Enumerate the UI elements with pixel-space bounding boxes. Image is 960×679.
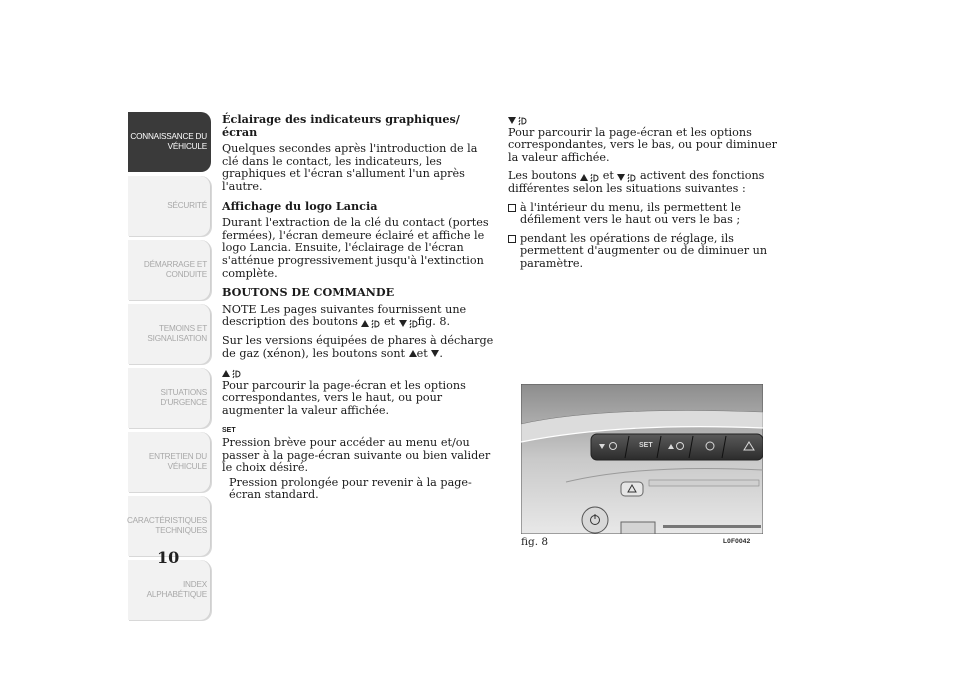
left-column (222, 113, 494, 508)
tab-entretien-du-vehicule[interactable]: ENTRETIEN DU VÉHICULE (128, 432, 211, 492)
checkbox-bullet-icon (508, 204, 516, 212)
up-light-icon (361, 319, 380, 329)
paragraph-down-button: Pour parcourir la page-écran et les options correspondantes, vers le bas, ou pour diminuer la valeur affichée. (508, 125, 778, 164)
set-button-symbol (222, 423, 494, 436)
tab-connaissance-du-vehicule[interactable]: CONNAISSANCE DU VÉHICULE (128, 112, 211, 172)
heading-eclairage: Éclairage des indicateurs graphiques/écran (222, 112, 460, 139)
page-number: 10 (157, 548, 180, 567)
paragraph-note: NOTE Les pages suivantes fournissent une description des boutons et fig. 8. (222, 302, 467, 329)
heading-boutons: BOUTONS DE COMMANDE (222, 285, 395, 300)
paragraph-logo: Durant l'extraction de la clé du contact (portes fermées), l'écran demeure éclairé et affiche le logo Lancia. Ensuite, l'éclairage de l'écran s'atténue progressivement jusqu'à l'extinction complète. (222, 216, 489, 280)
paragraph-eclairage: Quelques secondes après l'introduction de la clé dans le contact, les indicateurs, les graphiques et l'écran s'allument l'un après l'autre. (222, 142, 478, 193)
down-light-icon (508, 116, 527, 126)
paragraph-xenon: Sur les versions équipées de phares à décharge de gaz (xénon), les boutons sont et . (222, 333, 494, 360)
paragraph-buttons: Les boutons et activent des fonctions différentes selon les situations suivantes : (508, 169, 765, 195)
heading-logo: Affichage du logo Lancia (222, 198, 378, 213)
up-triangle-icon (409, 350, 417, 357)
set-icon: SET (222, 427, 236, 435)
figure-caption: fig. 8 (521, 536, 549, 548)
list-item: pendant les opérations de réglage, ils permettent d'augmenter ou de diminuer un paramètre. (508, 233, 778, 271)
down-light-icon (399, 319, 418, 329)
tab-demarrage-et-conduite[interactable]: DÉMARRAGE ET CONDUITE (128, 240, 211, 300)
paragraph-up-button: Pour parcourir la page-écran et les options correspondantes, vers le haut, ou pour augmenter la valeur affichée. (222, 378, 466, 417)
figure-set-label: SET (639, 442, 653, 449)
up-light-icon (222, 369, 241, 379)
figure-code: L0F0042 (723, 538, 751, 545)
tab-securite[interactable]: SÉCURITÉ (128, 176, 211, 236)
right-column (508, 113, 778, 277)
figure-8-illustration (521, 384, 763, 534)
tab-temoins-et-signalisation[interactable]: TEMOINS ET SIGNALISATION (128, 304, 211, 364)
tab-caracteristiques-techniques[interactable]: CARACTÉRISTIQUES TECHNIQUES (128, 496, 211, 556)
up-button-symbol (222, 366, 494, 379)
down-button-symbol (508, 113, 778, 126)
paragraph-set-short: Pression brève pour accéder au menu et/ou passer à la page-écran suivante ou bien valider le choix désiré. (222, 436, 491, 475)
list-item: à l'intérieur du menu, ils permettent le défilement vers le haut ou vers le bas ; (508, 202, 778, 227)
paragraph-set-long: Pression prolongée pour revenir à la page-écran standard. (229, 475, 472, 502)
tab-index-alphabetique[interactable]: INDEX ALPHABÉTIQUE (128, 560, 211, 620)
tab-situations-d-urgence[interactable]: SITUATIONS D'URGENCE (128, 368, 211, 428)
checkbox-bullet-icon (508, 235, 516, 243)
